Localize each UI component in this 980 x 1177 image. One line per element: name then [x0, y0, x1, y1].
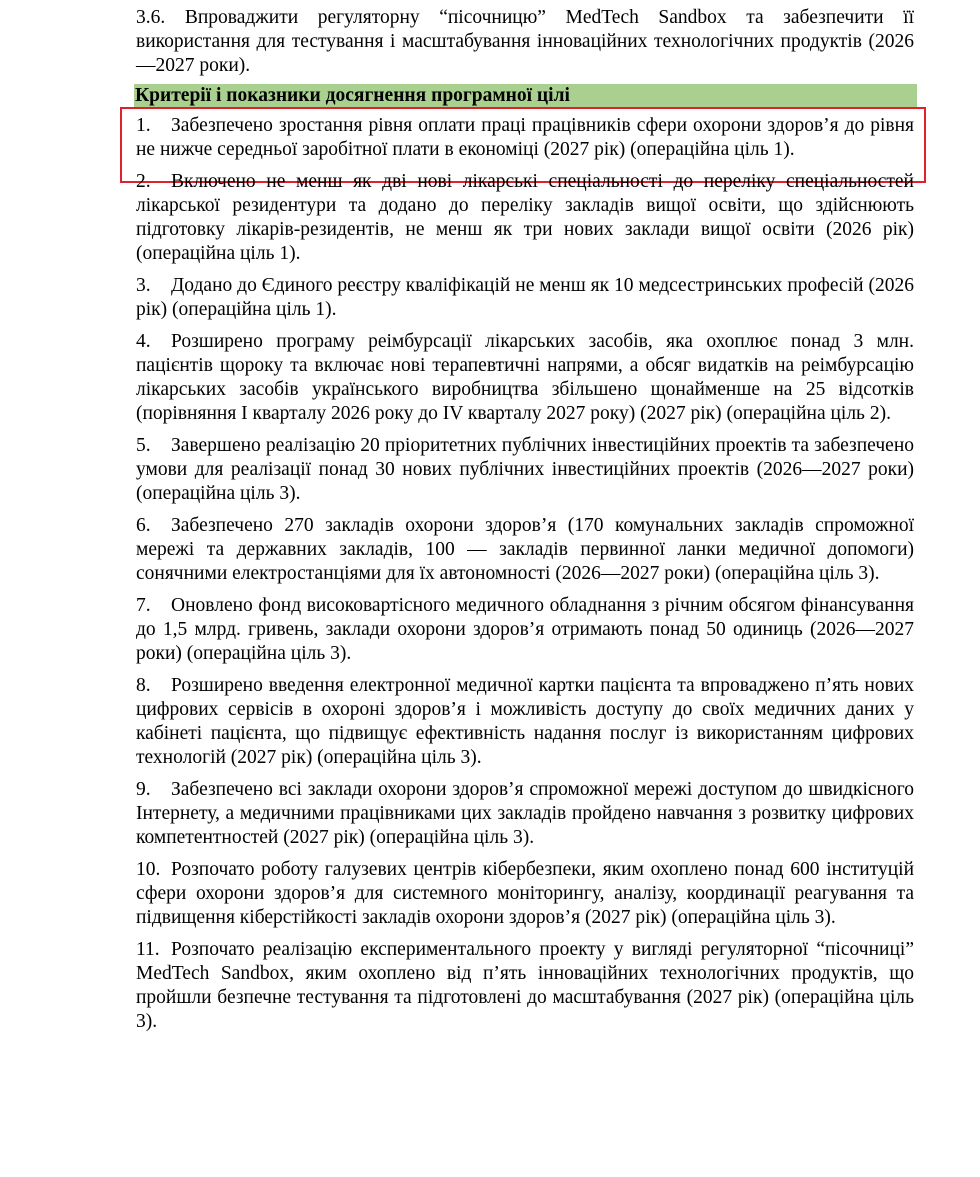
- item-text: Забезпечено зростання рівня оплати праці працівників сфери охорони здоров’я до рівня не нижче середньої заробітної плати в економіці (2027 рік) (операційна ціль 1).: [136, 115, 914, 160]
- item-number: 6.: [136, 515, 151, 536]
- criteria-item-9: [136, 778, 914, 850]
- criteria-item-2: [136, 170, 914, 266]
- criteria-item-7: [136, 594, 914, 666]
- intro-number: 3.6.: [136, 7, 166, 28]
- item-number: 10.: [136, 859, 161, 880]
- intro-paragraph: [136, 6, 914, 78]
- criteria-item-11: [136, 938, 914, 1034]
- criteria-item-6: [136, 514, 914, 586]
- item-text: Розпочато роботу галузевих центрів кібербезпеки, яким охоплено понад 600 інституцій сфери охорони здоров’я для системного моніторингу, аналізу, координації реагування та підвищення кіберстійкості закладів охорони здоров’я (2027 рік) (операційна ціль 3).: [136, 859, 914, 928]
- criteria-item-4: [136, 330, 914, 426]
- item-text: Забезпечено всі заклади охорони здоров’я спроможної мережі доступом до швидкісного Інтернету, а медичними працівниками цих закладів пройдено навчання з розвитку цифрових компетентностей (2027 рік) (операційна ціль 3).: [136, 779, 914, 848]
- criteria-item-8: [136, 674, 914, 770]
- item-text: Забезпечено 270 закладів охорони здоров’я (170 комунальних закладів спроможної мережі та державних закладів, 100 — закладів первинної ланки медичної допомоги) сонячними електростанціями для їх автономності (2026—2027 роки) (операційна ціль 3).: [136, 515, 914, 584]
- item-number: 8.: [136, 675, 151, 696]
- item-number: 3.: [136, 275, 151, 296]
- item-number: 4.: [136, 331, 151, 352]
- item-text: Завершено реалізацію 20 пріоритетних публічних інвестиційних проектів та забезпечено умови для реалізації понад 30 нових публічних інвестиційних проектів (2026—2027 роки) (операційна ціль 3).: [136, 435, 914, 504]
- item-number: 11.: [136, 939, 160, 960]
- intro-text: Впроваджити регуляторну “пісочницю” MedTech Sandbox та забезпечити її використання для тестування і масштабування інноваційних технологічних продуктів (2026—2027 роки).: [136, 7, 914, 76]
- item-text: Додано до Єдиного реєстру кваліфікацій не менш як 10 медсестринських професій (2026 рік) (операційна ціль 1).: [136, 275, 914, 320]
- item-number: 1.: [136, 115, 151, 136]
- item-number: 2.: [136, 171, 151, 192]
- criteria-item-3: [136, 274, 914, 322]
- item-text: Розширено програму реімбурсації лікарських засобів, яка охоплює понад 3 млн. пацієнтів щороку та включає нові терапевтичні напрями, а обсяг видатків на реімбурсацію лікарських засобів українського виробництва збільшено щонайменше на 25 відсотків (порівняння I кварталу 2026 року до IV кварталу 2027 року) (2027 рік) (операційна ціль 2).: [136, 331, 914, 424]
- item-number: 7.: [136, 595, 151, 616]
- criteria-item-10: [136, 858, 914, 930]
- item-text: Включено не менш як дві нові лікарські спеціальності до переліку спеціальностей лікарської резидентури та додано до переліку закладів вищої освіти, що здійснюють підготовку лікарів-резидентів, не менш як три нових заклади вищої освіти (2026 рік) (операційна ціль 1).: [136, 171, 914, 264]
- criteria-item-1: [136, 114, 914, 162]
- document-page: [136, 6, 914, 1042]
- item-number: 9.: [136, 779, 151, 800]
- item-text: Оновлено фонд високовартісного медичного обладнання з річним обсягом фінансування до 1,5 млрд. гривень, заклади охорони здоров’я отримають понад 50 одиниць (2026—2027 роки) (операційна ціль 3).: [136, 595, 914, 664]
- criteria-item-5: [136, 434, 914, 506]
- section-heading: Критерії і показники досягнення програмної цілі: [134, 84, 917, 108]
- item-text: Розширено введення електронної медичної картки пацієнта та впроваджено п’ять нових цифрових сервісів в охороні здоров’я і можливість доступу до своїх медичних даних у кабінеті пацієнта, що підвищує ефективність надання послуг із використанням цифрових технологій (2027 рік) (операційна ціль 3).: [136, 675, 914, 768]
- item-text: Розпочато реалізацію експериментального проекту у вигляді регуляторної “пісочниці” MedTech Sandbox, яким охоплено від п’ять інноваційних технологічних продуктів, що пройшли безпечне тестування та підготовлені до масштабування (2027 рік) (операційна ціль 3).: [136, 939, 914, 1032]
- item-number: 5.: [136, 435, 151, 456]
